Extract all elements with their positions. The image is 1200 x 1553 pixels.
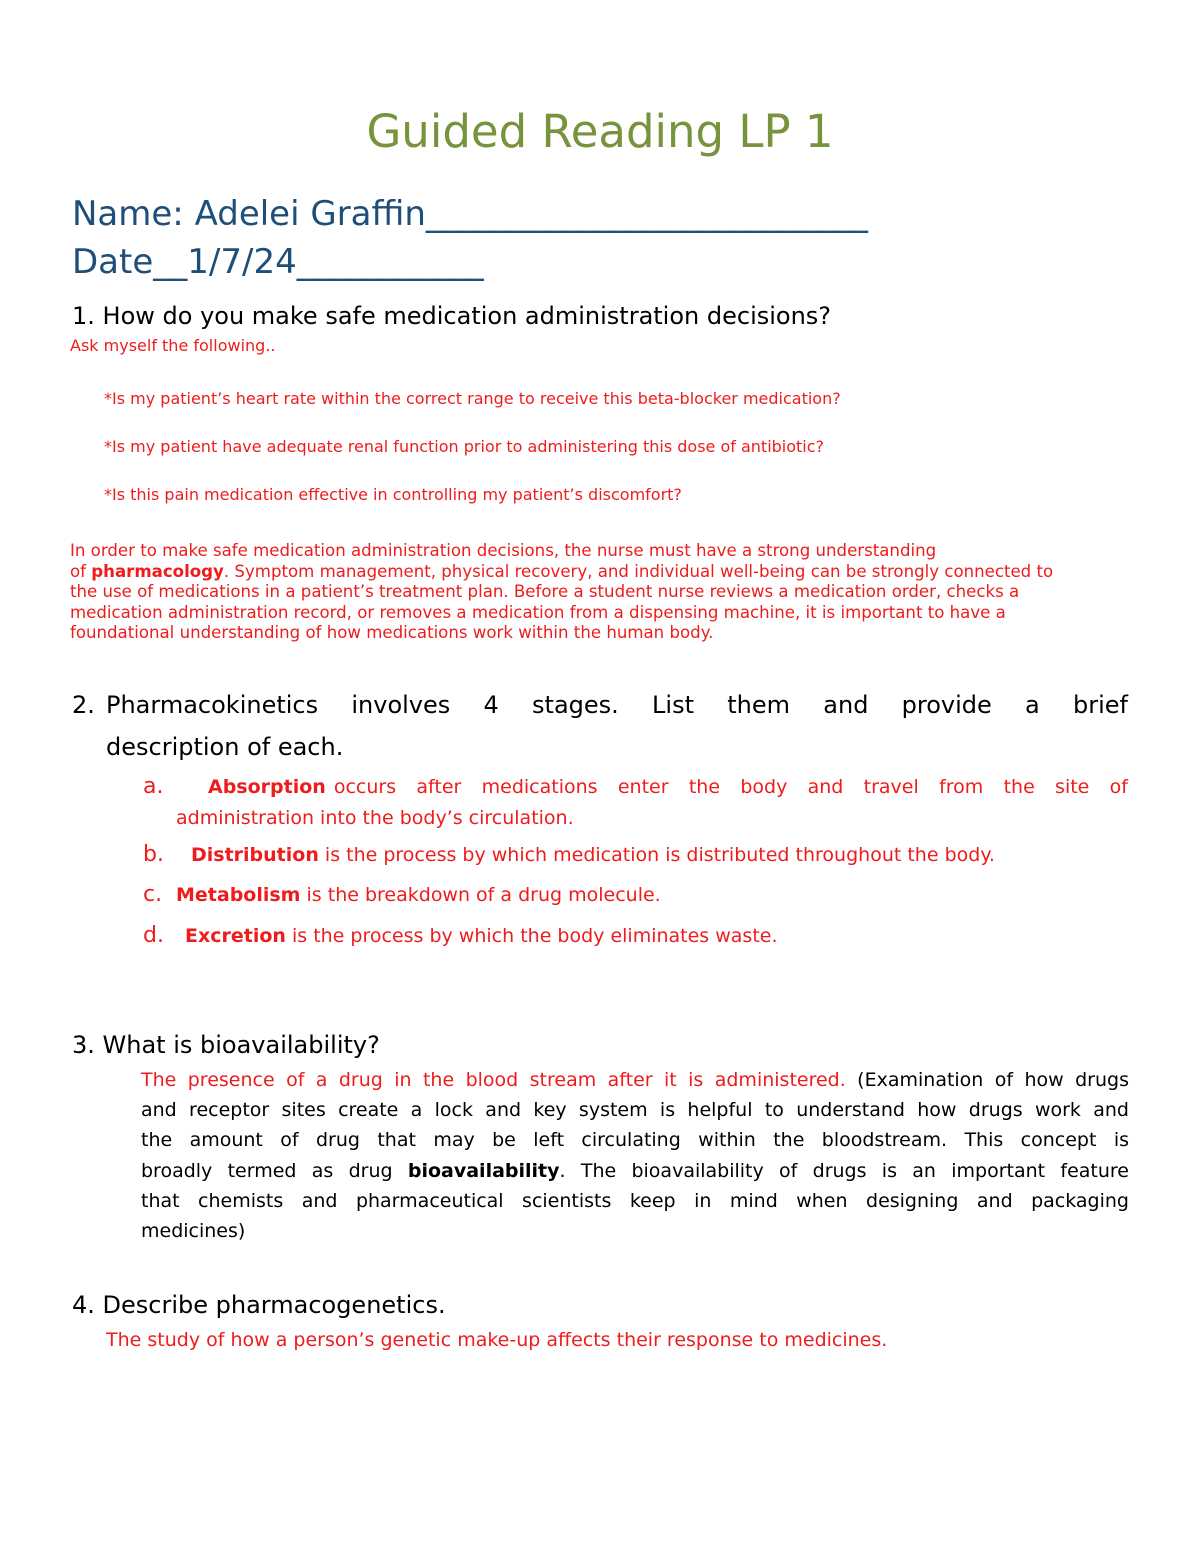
question-1: 1. How do you make safe medication administration decisions? (72, 302, 832, 330)
item-b-marker: b. (143, 842, 164, 867)
q3-line1-rest: (Examination of how drugs (845, 1069, 1129, 1091)
item-d-marker: d. (143, 923, 164, 948)
question-2-number: 2. (72, 691, 95, 719)
q1-para-line2-rest: . Symptom management, physical recovery, and individual well-being can be strongly connected to (223, 561, 1054, 581)
item-d-line (185, 923, 778, 949)
question-3: 3. What is bioavailability? (72, 1031, 380, 1059)
item-a-line-1 (208, 774, 1128, 800)
q3-red-part: The presence of a drug in the blood stream after it is administered. (141, 1069, 846, 1091)
q1-intro: Ask myself the following.. (70, 336, 276, 355)
q3-line-2: and receptor sites create a lock and key system is helpful to understand how drugs work and (141, 1099, 1129, 1122)
q1-bullet-3: *Is this pain medication effective in controlling my patient’s discomfort? (104, 485, 682, 504)
item-a-line-2: administration into the body’s circulation. (176, 807, 574, 829)
q3-line4-pre: broadly termed as drug (141, 1159, 408, 1182)
item-d-text: is the process by which the body eliminates waste. (285, 925, 778, 947)
q4-answer: The study of how a person’s genetic make-up affects their response to medicines. (106, 1329, 888, 1351)
q1-bullet-1: *Is my patient’s heart rate within the correct range to receive this beta-blocker medication? (104, 389, 841, 408)
q3-line-5: that chemists and pharmaceutical scientists keep in mind when designing and packaging (141, 1189, 1129, 1212)
item-c-line (176, 882, 661, 908)
q1-para-line-2 (70, 562, 1130, 583)
q1-para-of: of (70, 561, 92, 581)
item-c-text: is the breakdown of a drug molecule. (300, 884, 661, 906)
item-b-line (191, 842, 995, 868)
q3-line-6: medicines) (141, 1219, 246, 1242)
q1-paragraph (70, 541, 1130, 644)
q1-bullet-2: *Is my patient have adequate renal function prior to administering this dose of antibiotic? (104, 437, 825, 456)
item-b-text: is the process by which medication is distributed throughout the body. (318, 844, 995, 866)
q1-para-bold: pharmacology (91, 561, 224, 581)
question-2-line-1: Pharmacokinetics involves 4 stages. List them and provide a brief (106, 691, 1128, 719)
item-c-marker: c. (143, 882, 163, 907)
q3-line-1 (141, 1065, 1129, 1095)
q3-line-4 (141, 1156, 1129, 1186)
q1-para-line-4: medication administration record, or removes a medication from a dispensing machine, it is important to have a (70, 602, 1006, 622)
item-b-term: Distribution (191, 844, 319, 866)
item-a-term: Absorption (208, 776, 326, 798)
q1-para-line-3: the use of medications in a patient’s treatment plan. Before a student nurse reviews a medication order, checks a (70, 582, 1020, 602)
question-2-line-2: description of each. (106, 733, 344, 761)
q3-answer (141, 1065, 1129, 1246)
item-a-marker: a. (143, 774, 164, 799)
q1-para-line-5: foundational understanding of how medications work within the human body. (70, 623, 714, 643)
q3-line4-bold: bioavailability (407, 1159, 560, 1182)
q3-line4-post: . The bioavailability of drugs is an important feature (559, 1159, 1129, 1182)
item-d-term: Excretion (185, 925, 286, 947)
item-a-text: occurs after medications enter the body and travel from the site of (333, 776, 1128, 798)
q3-line-3: the amount of drug that may be left circulating within the bloodstream. This concept is (141, 1129, 1129, 1152)
item-c-term: Metabolism (176, 884, 301, 906)
question-4: 4. Describe pharmacogenetics. (72, 1291, 446, 1319)
name-line: Name: Adelei Graffin__________________________ (72, 194, 868, 234)
date-line: Date__1/7/24___________ (72, 242, 484, 282)
document-title: Guided Reading LP 1 (366, 105, 834, 158)
q1-para-line-1: In order to make safe medication administration decisions, the nurse must have a strong understanding (70, 541, 937, 560)
